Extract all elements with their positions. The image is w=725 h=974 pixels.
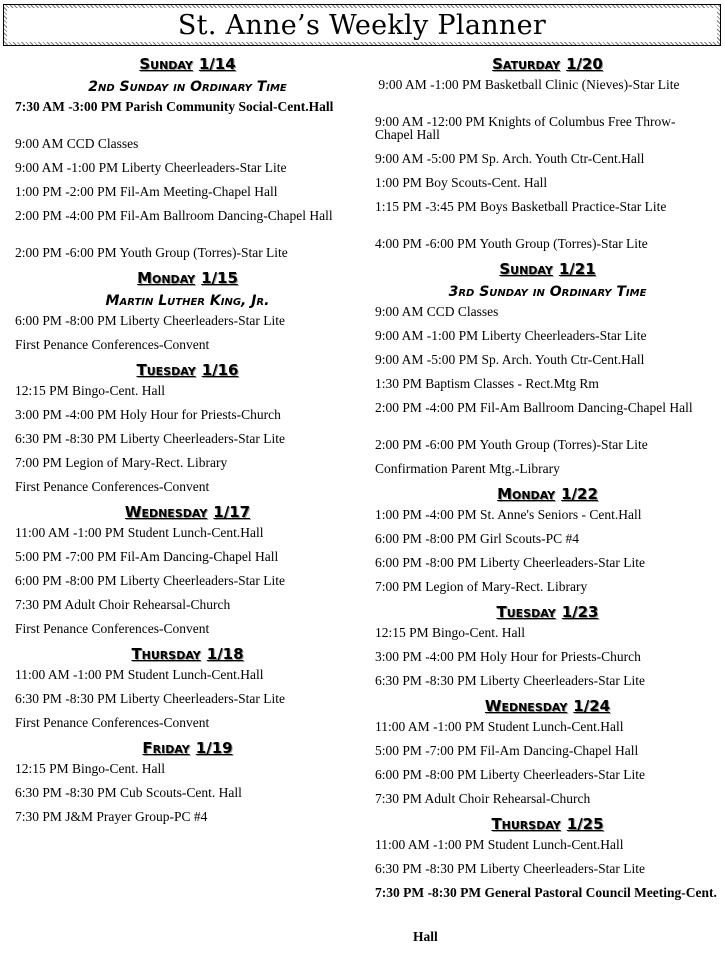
- day-section: [15, 356, 360, 498]
- day-header: [375, 50, 720, 76]
- event-item: 7:00 PM Legion of Mary-Rect. Library: [375, 579, 588, 594]
- day-section: [375, 810, 720, 944]
- day-name: Saturday: [492, 55, 561, 73]
- event-item: 11:00 AM -1:00 PM Student Lunch-Cent.Hall: [15, 525, 264, 540]
- day-name: Wednesday: [484, 697, 568, 715]
- event-item: First Penance Conferences-Convent: [15, 479, 210, 494]
- event-item: 7:30 AM -3:00 PM Parish Community Social-Cent.Hall: [15, 99, 334, 114]
- event-item: 7:00 PM Legion of Mary-Rect. Library: [15, 455, 228, 470]
- event-item: 6:00 PM -8:00 PM Liberty Cheerleaders-Star Lite: [15, 573, 285, 588]
- event-item: 11:00 AM -1:00 PM Student Lunch-Cent.Hall: [375, 719, 624, 734]
- event-item: 3:00 PM -4:00 PM Holy Hour for Priests-Church: [15, 407, 281, 422]
- day-name: Sunday: [139, 55, 193, 73]
- event-item: Confirmation Parent Mtg.-Library: [375, 461, 560, 476]
- day-section: [15, 50, 360, 264]
- event-item: First Penance Conferences-Convent: [15, 621, 210, 636]
- day-header: [15, 640, 360, 666]
- day-date: 1/17: [213, 503, 251, 521]
- day-name: Wednesday: [124, 503, 208, 521]
- event-item: 12:15 PM Bingo-Cent. Hall: [15, 761, 166, 776]
- event-item: 12:15 PM Bingo-Cent. Hall: [15, 383, 166, 398]
- event-item: 9:00 AM -5:00 PM Sp. Arch. Youth Ctr-Cent.Hall: [375, 352, 645, 367]
- event-item: 4:00 PM -6:00 PM Youth Group (Torres)-Star Lite: [375, 236, 648, 251]
- day-section: [375, 255, 720, 480]
- day-name: Friday: [142, 739, 190, 757]
- left-column: [15, 50, 360, 828]
- event-item: 9:00 AM -1:00 PM Basketball Clinic (Nieves)-Star Lite: [375, 77, 680, 92]
- day-name: Sunday: [499, 260, 553, 278]
- day-header: [15, 356, 360, 382]
- event-item: 5:00 PM -7:00 PM Fil-Am Dancing-Chapel Hall: [375, 743, 639, 758]
- event-item: 5:00 PM -7:00 PM Fil-Am Dancing-Chapel Hall: [15, 549, 279, 564]
- right-column: [375, 50, 720, 944]
- event-item: 2:00 PM -6:00 PM Youth Group (Torres)-Star Lite: [375, 437, 648, 452]
- day-section: [375, 50, 720, 255]
- event-item: 1:15 PM -3:45 PM Boys Basketball Practice-Star Lite: [375, 199, 667, 214]
- day-section: [15, 734, 360, 828]
- day-name: Tuesday: [496, 603, 556, 621]
- event-item: 11:00 AM -1:00 PM Student Lunch-Cent.Hall: [375, 837, 624, 852]
- event-item: 2:00 PM -6:00 PM Youth Group (Torres)-Star Lite: [15, 245, 288, 260]
- day-date: 1/15: [201, 269, 238, 287]
- day-name: Tuesday: [136, 361, 196, 379]
- day-section: [15, 640, 360, 734]
- day-occasion: 3rd Sunday in Ordinary Time: [448, 284, 647, 300]
- day-header: [375, 692, 720, 718]
- event-item: 9:00 AM -12:00 PM Knights of Columbus Free Throw- Chapel Hall: [375, 114, 710, 142]
- event-item: 9:00 AM -1:00 PM Liberty Cheerleaders-Star Lite: [375, 328, 647, 343]
- event-continuation: Hall: [413, 929, 438, 944]
- day-date: 1/24: [573, 697, 611, 715]
- event-item: 6:30 PM -8:30 PM Liberty Cheerleaders-Star Lite: [15, 691, 285, 706]
- day-header: [15, 50, 360, 76]
- day-header: [375, 810, 720, 836]
- event-item: 3:00 PM -4:00 PM Holy Hour for Priests-Church: [375, 649, 641, 664]
- event-item: 7:30 PM Adult Choir Rehearsal-Church: [375, 791, 591, 806]
- event-item: 7:30 PM J&M Prayer Group-PC #4: [15, 809, 208, 824]
- day-header: [15, 264, 360, 290]
- day-date: 1/20: [566, 55, 603, 73]
- day-occasion: 2nd Sunday in Ordinary Time: [88, 79, 287, 95]
- event-item: 6:00 PM -8:00 PM Liberty Cheerleaders-Star Lite: [375, 767, 645, 782]
- day-header: [15, 498, 360, 524]
- event-item: 9:00 AM -5:00 PM Sp. Arch. Youth Ctr-Cent.Hall: [375, 151, 645, 166]
- day-section: [375, 598, 720, 692]
- day-date: 1/21: [558, 260, 596, 278]
- event-item: 6:30 PM -8:30 PM Liberty Cheerleaders-Star Lite: [375, 673, 645, 688]
- event-item: 6:00 PM -8:00 PM Liberty Cheerleaders-Star Lite: [15, 313, 285, 328]
- day-date: 1/23: [561, 603, 599, 621]
- day-date: 1/19: [195, 739, 233, 757]
- event-item: First Penance Conferences-Convent: [15, 337, 210, 352]
- day-name: Thursday: [491, 815, 561, 833]
- day-date: 1/22: [561, 485, 598, 503]
- event-item: 2:00 PM -4:00 PM Fil-Am Ballroom Dancing-Chapel Hall: [375, 400, 693, 415]
- day-date: 1/25: [566, 815, 604, 833]
- day-date: 1/18: [206, 645, 244, 663]
- day-header: [375, 598, 720, 624]
- event-item: 6:30 PM -8:30 PM Cub Scouts-Cent. Hall: [15, 785, 242, 800]
- event-item: 9:00 AM -1:00 PM Liberty Cheerleaders-Star Lite: [15, 160, 287, 175]
- event-item: First Penance Conferences-Convent: [15, 715, 210, 730]
- event-item: 6:30 PM -8:30 PM Liberty Cheerleaders-Star Lite: [15, 431, 285, 446]
- event-item: 9:00 AM CCD Classes: [15, 136, 139, 151]
- day-section: [15, 264, 360, 356]
- day-section: [15, 498, 360, 640]
- day-occasion: Martin Luther King, Jr.: [105, 293, 270, 309]
- day-name: Monday: [137, 269, 196, 287]
- event-item: 7:30 PM -8:30 PM General Pastoral Council Meeting-Cent.: [375, 885, 717, 900]
- event-item: 2:00 PM -4:00 PM Fil-Am Ballroom Dancing-Chapel Hall: [15, 208, 333, 223]
- day-header: [15, 734, 360, 760]
- event-item: 12:15 PM Bingo-Cent. Hall: [375, 625, 526, 640]
- day-date: 1/16: [201, 361, 239, 379]
- event-item: 6:00 PM -8:00 PM Liberty Cheerleaders-Star Lite: [375, 555, 645, 570]
- day-header: [375, 255, 720, 281]
- day-date: 1/14: [198, 55, 236, 73]
- event-item: 1:00 PM Boy Scouts-Cent. Hall: [375, 175, 548, 190]
- title-banner: [3, 4, 721, 46]
- day-section: [375, 692, 720, 810]
- event-item: 7:30 PM Adult Choir Rehearsal-Church: [15, 597, 231, 612]
- event-item: 1:00 PM -4:00 PM St. Anne's Seniors - Cent.Hall: [375, 507, 642, 522]
- day-section: [375, 480, 720, 598]
- day-header: [375, 480, 720, 506]
- event-item: 6:30 PM -8:30 PM Liberty Cheerleaders-Star Lite: [375, 861, 645, 876]
- event-item: 11:00 AM -1:00 PM Student Lunch-Cent.Hall: [15, 667, 264, 682]
- event-item: 1:30 PM Baptism Classes - Rect.Mtg Rm: [375, 376, 599, 391]
- day-name: Monday: [497, 485, 556, 503]
- event-item: 6:00 PM -8:00 PM Girl Scouts-PC #4: [375, 531, 580, 546]
- day-name: Thursday: [131, 645, 201, 663]
- event-item: 9:00 AM CCD Classes: [375, 304, 499, 319]
- page-title: St. Anne’s Weekly Planner: [7, 8, 717, 42]
- event-item: 1:00 PM -2:00 PM Fil-Am Meeting-Chapel Hall: [15, 184, 278, 199]
